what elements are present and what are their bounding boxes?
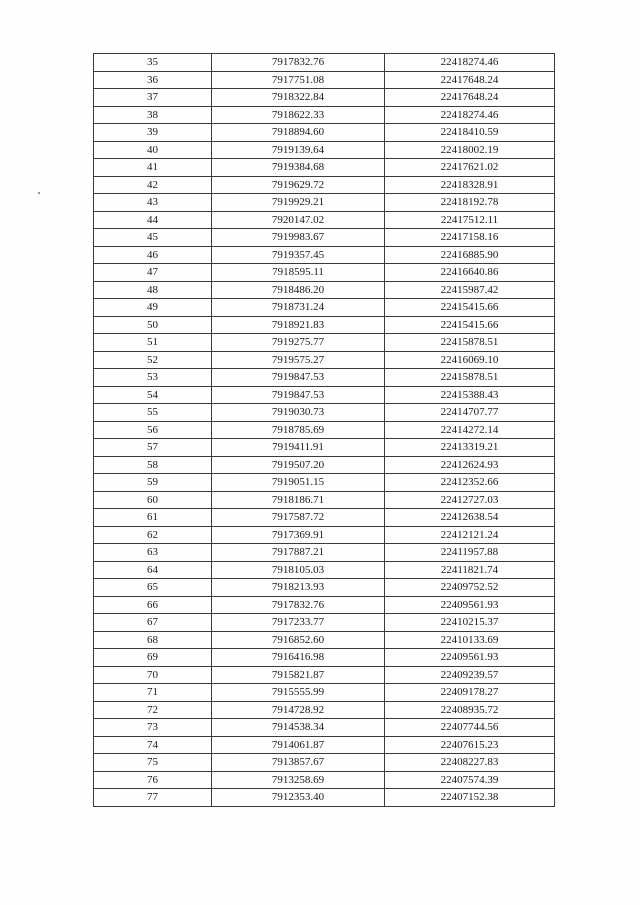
table-row: [94, 54, 555, 72]
scan-speck: [38, 192, 40, 194]
table-row: [94, 89, 555, 107]
point-number-cell: 52: [94, 351, 212, 369]
table-row: [94, 614, 555, 632]
coordinates-table-body: [94, 54, 555, 807]
table-row: [94, 509, 555, 527]
y-coordinate-cell: 22412727.03: [385, 491, 555, 509]
y-coordinate-cell: 22408227.83: [385, 754, 555, 772]
point-number-cell: 50: [94, 316, 212, 334]
table-row: [94, 596, 555, 614]
y-coordinate-cell: 22418274.46: [385, 54, 555, 72]
point-number-cell: 44: [94, 211, 212, 229]
point-number-cell: 45: [94, 229, 212, 247]
point-number-cell: 40: [94, 141, 212, 159]
point-number-cell: 71: [94, 684, 212, 702]
x-coordinate-cell: 7912353.40: [212, 789, 385, 807]
table-row: [94, 526, 555, 544]
point-number-cell: 66: [94, 596, 212, 614]
y-coordinate-cell: 22418410.59: [385, 124, 555, 142]
table-row: [94, 439, 555, 457]
y-coordinate-cell: 22409178.27: [385, 684, 555, 702]
point-number-cell: 37: [94, 89, 212, 107]
y-coordinate-cell: 22407744.56: [385, 719, 555, 737]
point-number-cell: 74: [94, 736, 212, 754]
x-coordinate-cell: 7917587.72: [212, 509, 385, 527]
y-coordinate-cell: 22418274.46: [385, 106, 555, 124]
table-row: [94, 299, 555, 317]
point-number-cell: 53: [94, 369, 212, 387]
table-row: [94, 351, 555, 369]
x-coordinate-cell: 7919629.72: [212, 176, 385, 194]
table-row: [94, 579, 555, 597]
x-coordinate-cell: 7914061.87: [212, 736, 385, 754]
table-row: [94, 474, 555, 492]
x-coordinate-cell: 7916852.60: [212, 631, 385, 649]
y-coordinate-cell: 22410215.37: [385, 614, 555, 632]
table-row: [94, 561, 555, 579]
x-coordinate-cell: 7913258.69: [212, 771, 385, 789]
x-coordinate-cell: 7919384.68: [212, 159, 385, 177]
table-row: [94, 106, 555, 124]
table-row: [94, 701, 555, 719]
y-coordinate-cell: 22412638.54: [385, 509, 555, 527]
table-row: [94, 176, 555, 194]
x-coordinate-cell: 7918213.93: [212, 579, 385, 597]
x-coordinate-cell: 7919847.53: [212, 369, 385, 387]
y-coordinate-cell: 22413319.21: [385, 439, 555, 457]
y-coordinate-cell: 22412121.24: [385, 526, 555, 544]
x-coordinate-cell: 7918595.11: [212, 264, 385, 282]
x-coordinate-cell: 7917369.91: [212, 526, 385, 544]
y-coordinate-cell: 22415415.66: [385, 299, 555, 317]
point-number-cell: 58: [94, 456, 212, 474]
y-coordinate-cell: 22415987.42: [385, 281, 555, 299]
table-row: [94, 71, 555, 89]
y-coordinate-cell: 22412352.66: [385, 474, 555, 492]
y-coordinate-cell: 22415878.51: [385, 334, 555, 352]
table-row: [94, 124, 555, 142]
x-coordinate-cell: 7919030.73: [212, 404, 385, 422]
point-number-cell: 73: [94, 719, 212, 737]
y-coordinate-cell: 22411957.88: [385, 544, 555, 562]
x-coordinate-cell: 7915821.87: [212, 666, 385, 684]
point-number-cell: 56: [94, 421, 212, 439]
y-coordinate-cell: 22416640.86: [385, 264, 555, 282]
point-number-cell: 47: [94, 264, 212, 282]
table-row: [94, 316, 555, 334]
y-coordinate-cell: 22415415.66: [385, 316, 555, 334]
table-row: [94, 754, 555, 772]
x-coordinate-cell: 7919507.20: [212, 456, 385, 474]
y-coordinate-cell: 22416069.10: [385, 351, 555, 369]
y-coordinate-cell: 22417648.24: [385, 89, 555, 107]
y-coordinate-cell: 22418002.19: [385, 141, 555, 159]
table-row: [94, 789, 555, 807]
point-number-cell: 72: [94, 701, 212, 719]
x-coordinate-cell: 7915555.99: [212, 684, 385, 702]
table-row: [94, 456, 555, 474]
point-number-cell: 36: [94, 71, 212, 89]
x-coordinate-cell: 7918894.60: [212, 124, 385, 142]
y-coordinate-cell: 22415878.51: [385, 369, 555, 387]
point-number-cell: 65: [94, 579, 212, 597]
table-row: [94, 491, 555, 509]
point-number-cell: 75: [94, 754, 212, 772]
point-number-cell: 70: [94, 666, 212, 684]
x-coordinate-cell: 7917233.77: [212, 614, 385, 632]
table-row: [94, 684, 555, 702]
point-number-cell: 55: [94, 404, 212, 422]
y-coordinate-cell: 22418328.91: [385, 176, 555, 194]
y-coordinate-cell: 22409561.93: [385, 649, 555, 667]
point-number-cell: 38: [94, 106, 212, 124]
x-coordinate-cell: 7919929.21: [212, 194, 385, 212]
x-coordinate-cell: 7914728.92: [212, 701, 385, 719]
y-coordinate-cell: 22415388.43: [385, 386, 555, 404]
y-coordinate-cell: 22407615.23: [385, 736, 555, 754]
y-coordinate-cell: 22408935.72: [385, 701, 555, 719]
point-number-cell: 35: [94, 54, 212, 72]
table-row: [94, 544, 555, 562]
table-row: [94, 386, 555, 404]
x-coordinate-cell: 7916416.98: [212, 649, 385, 667]
y-coordinate-cell: 22409239.57: [385, 666, 555, 684]
point-number-cell: 54: [94, 386, 212, 404]
point-number-cell: 76: [94, 771, 212, 789]
x-coordinate-cell: 7919411.91: [212, 439, 385, 457]
table-row: [94, 194, 555, 212]
x-coordinate-cell: 7918785.69: [212, 421, 385, 439]
y-coordinate-cell: 22411821.74: [385, 561, 555, 579]
table-row: [94, 159, 555, 177]
x-coordinate-cell: 7918322.84: [212, 89, 385, 107]
x-coordinate-cell: 7918921.83: [212, 316, 385, 334]
table-row: [94, 736, 555, 754]
coordinates-table-wrapper: [93, 53, 554, 807]
x-coordinate-cell: 7917751.08: [212, 71, 385, 89]
y-coordinate-cell: 22409752.52: [385, 579, 555, 597]
x-coordinate-cell: 7919051.15: [212, 474, 385, 492]
y-coordinate-cell: 22414272.14: [385, 421, 555, 439]
x-coordinate-cell: 7919275.77: [212, 334, 385, 352]
y-coordinate-cell: 22416885.90: [385, 246, 555, 264]
point-number-cell: 67: [94, 614, 212, 632]
y-coordinate-cell: 22412624.93: [385, 456, 555, 474]
x-coordinate-cell: 7919357.45: [212, 246, 385, 264]
point-number-cell: 42: [94, 176, 212, 194]
table-row: [94, 771, 555, 789]
y-coordinate-cell: 22409561.93: [385, 596, 555, 614]
y-coordinate-cell: 22410133.69: [385, 631, 555, 649]
point-number-cell: 61: [94, 509, 212, 527]
x-coordinate-cell: 7918105.03: [212, 561, 385, 579]
y-coordinate-cell: 22414707.77: [385, 404, 555, 422]
table-row: [94, 649, 555, 667]
point-number-cell: 51: [94, 334, 212, 352]
table-row: [94, 631, 555, 649]
point-number-cell: 64: [94, 561, 212, 579]
point-number-cell: 41: [94, 159, 212, 177]
x-coordinate-cell: 7914538.34: [212, 719, 385, 737]
table-row: [94, 666, 555, 684]
x-coordinate-cell: 7918622.33: [212, 106, 385, 124]
table-row: [94, 211, 555, 229]
point-number-cell: 48: [94, 281, 212, 299]
x-coordinate-cell: 7918486.20: [212, 281, 385, 299]
coordinates-table: [93, 53, 555, 807]
y-coordinate-cell: 22407152.38: [385, 789, 555, 807]
x-coordinate-cell: 7913857.67: [212, 754, 385, 772]
table-row: [94, 246, 555, 264]
table-row: [94, 229, 555, 247]
table-row: [94, 369, 555, 387]
table-row: [94, 141, 555, 159]
table-row: [94, 281, 555, 299]
x-coordinate-cell: 7919139.64: [212, 141, 385, 159]
point-number-cell: 60: [94, 491, 212, 509]
table-row: [94, 334, 555, 352]
point-number-cell: 57: [94, 439, 212, 457]
point-number-cell: 62: [94, 526, 212, 544]
x-coordinate-cell: 7918186.71: [212, 491, 385, 509]
y-coordinate-cell: 22417621.02: [385, 159, 555, 177]
x-coordinate-cell: 7917887.21: [212, 544, 385, 562]
table-row: [94, 404, 555, 422]
y-coordinate-cell: 22418192.78: [385, 194, 555, 212]
x-coordinate-cell: 7917832.76: [212, 596, 385, 614]
table-row: [94, 421, 555, 439]
x-coordinate-cell: 7919575.27: [212, 351, 385, 369]
point-number-cell: 59: [94, 474, 212, 492]
point-number-cell: 63: [94, 544, 212, 562]
x-coordinate-cell: 7920147.02: [212, 211, 385, 229]
x-coordinate-cell: 7917832.76: [212, 54, 385, 72]
point-number-cell: 39: [94, 124, 212, 142]
y-coordinate-cell: 22417512.11: [385, 211, 555, 229]
point-number-cell: 43: [94, 194, 212, 212]
point-number-cell: 69: [94, 649, 212, 667]
table-row: [94, 719, 555, 737]
y-coordinate-cell: 22407574.39: [385, 771, 555, 789]
point-number-cell: 68: [94, 631, 212, 649]
x-coordinate-cell: 7918731.24: [212, 299, 385, 317]
y-coordinate-cell: 22417648.24: [385, 71, 555, 89]
x-coordinate-cell: 7919847.53: [212, 386, 385, 404]
point-number-cell: 77: [94, 789, 212, 807]
point-number-cell: 49: [94, 299, 212, 317]
table-row: [94, 264, 555, 282]
x-coordinate-cell: 7919983.67: [212, 229, 385, 247]
point-number-cell: 46: [94, 246, 212, 264]
y-coordinate-cell: 22417158.16: [385, 229, 555, 247]
